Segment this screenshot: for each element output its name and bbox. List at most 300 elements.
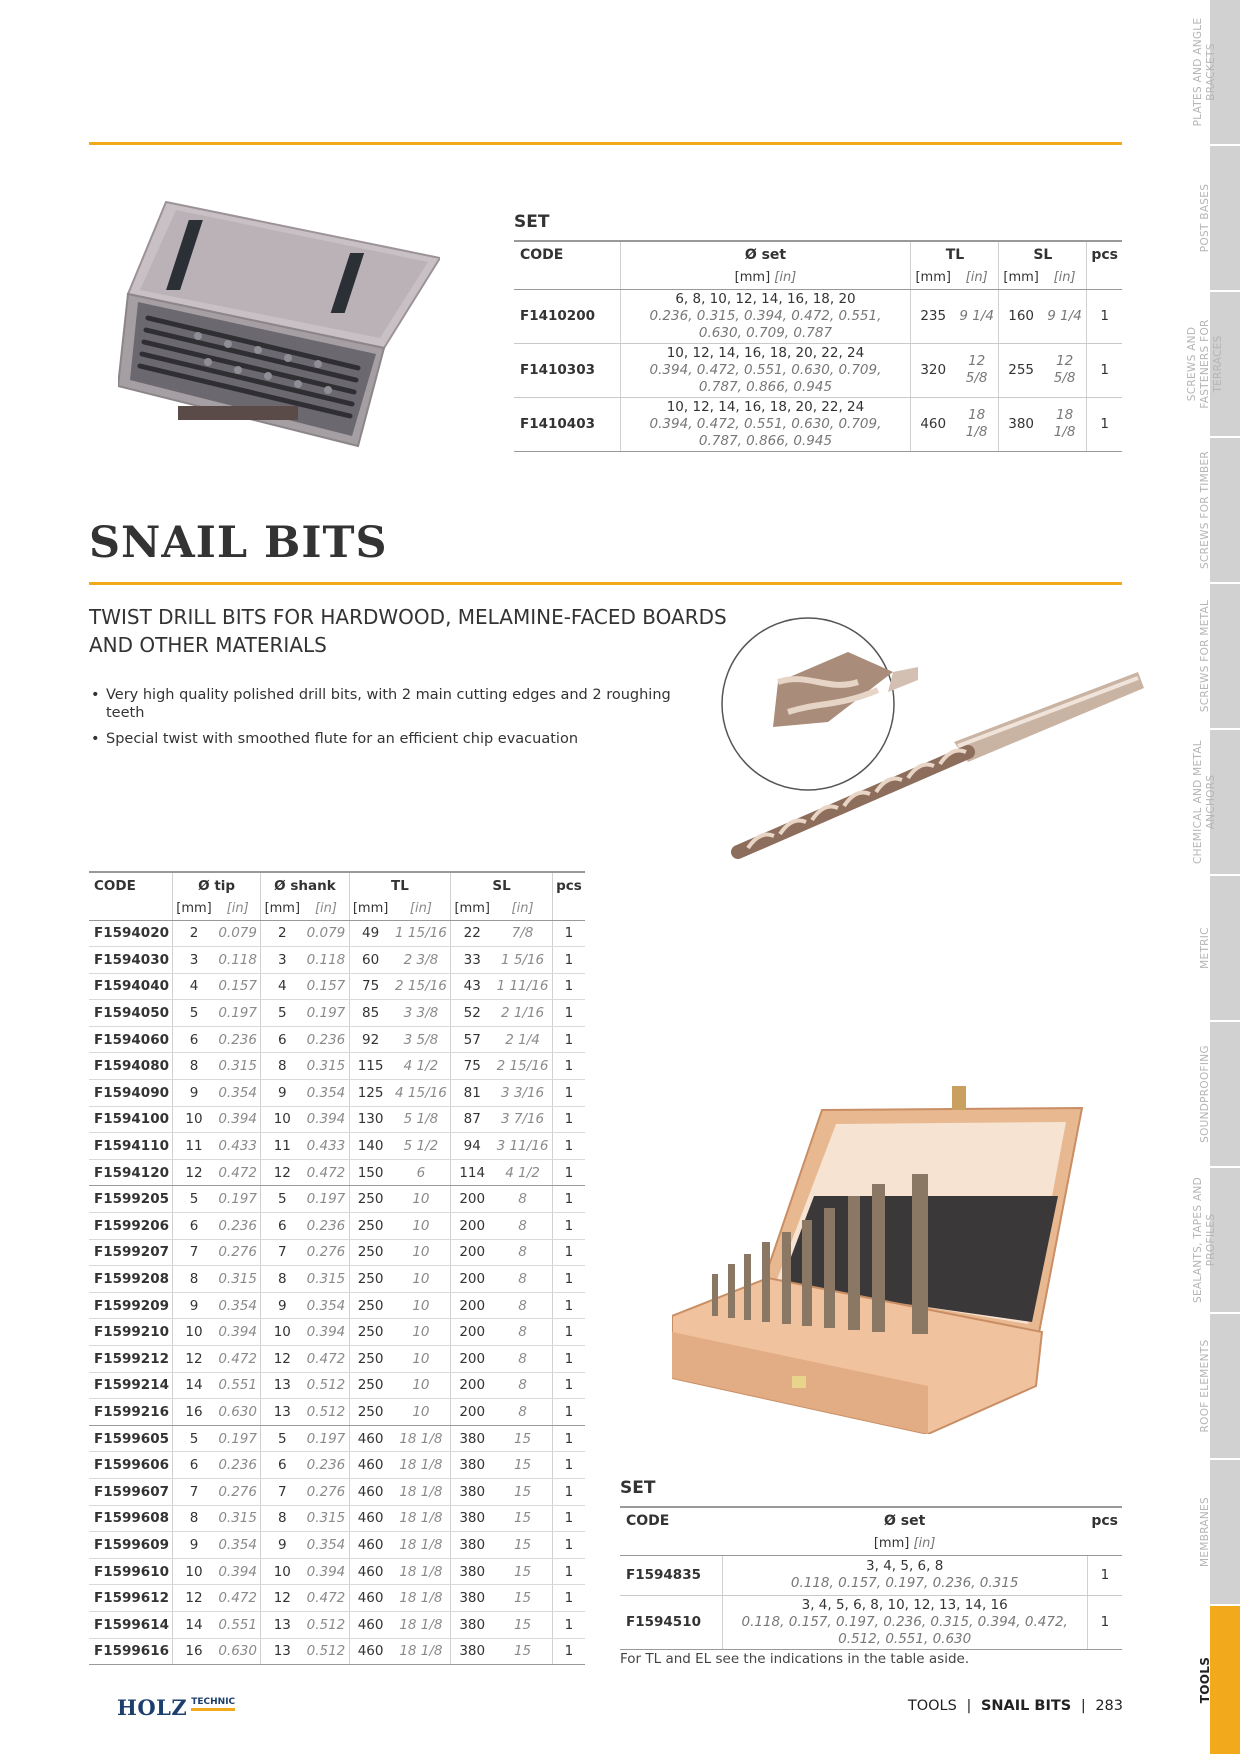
table-cell: 4 1/2 bbox=[392, 1053, 451, 1080]
footer-product: SNAIL BITS bbox=[980, 1698, 1072, 1714]
table-cell: 160 bbox=[999, 289, 1043, 343]
table-cell: 8 bbox=[172, 1266, 215, 1293]
table-cell: 0.276 bbox=[303, 1478, 349, 1505]
table-cell: 0.197 bbox=[303, 1186, 349, 1213]
table-cell: 1 bbox=[552, 1319, 585, 1346]
brand-logo bbox=[117, 1695, 235, 1720]
col-code: CODE bbox=[514, 241, 620, 267]
table-cell: 1 bbox=[552, 1266, 585, 1293]
table-row bbox=[620, 1595, 1122, 1649]
table-cell: 0.315 bbox=[303, 1505, 349, 1532]
table-cell: 8 bbox=[493, 1372, 552, 1399]
table-cell: 14 bbox=[172, 1611, 215, 1638]
table-cell: 4 1/2 bbox=[493, 1159, 552, 1186]
table-cell: 18 1/8 bbox=[955, 397, 999, 451]
footer-separator: | bbox=[1080, 1698, 1086, 1714]
table-cell: 0.157 bbox=[303, 973, 349, 1000]
set-sizes-in: 0.394, 0.472, 0.551, 0.630, 0.709, 0.787, 0.866, 0.945 bbox=[649, 415, 882, 449]
footer-section: TOOLS bbox=[907, 1698, 957, 1714]
side-label-metric: METRIC bbox=[1198, 927, 1211, 969]
table-cell: 7/8 bbox=[493, 920, 552, 947]
unit-set: [mm] [in] bbox=[722, 1533, 1087, 1555]
table-cell: 7 bbox=[172, 1478, 215, 1505]
table-cell: 52 bbox=[451, 1000, 494, 1027]
table-cell: 1 bbox=[552, 1000, 585, 1027]
side-label-tools: TOOLS bbox=[1197, 1656, 1212, 1704]
col-tip: Ø tip bbox=[172, 872, 260, 898]
table-cell: 92 bbox=[349, 1026, 392, 1053]
table-cell: 0.079 bbox=[303, 920, 349, 947]
table-cell: 1 bbox=[552, 1425, 585, 1452]
table-cell: 0.236 bbox=[303, 1452, 349, 1479]
table-cell: 1 11/16 bbox=[493, 973, 552, 1000]
table-cell: 94 bbox=[451, 1133, 494, 1160]
table-cell: 8 bbox=[261, 1053, 304, 1080]
table-cell: 460 bbox=[349, 1585, 392, 1612]
table-cell: 1 bbox=[552, 1346, 585, 1373]
table-cell: 250 bbox=[349, 1399, 392, 1426]
product-code: F1594060 bbox=[89, 1026, 172, 1053]
set-sizes-mm: 6, 8, 10, 12, 14, 16, 18, 20 bbox=[675, 290, 856, 307]
set-sizes-in: 0.236, 0.315, 0.394, 0.472, 0.551, 0.630, 0.709, 0.787 bbox=[649, 307, 882, 341]
table-cell: 0.236 bbox=[303, 1213, 349, 1240]
logo-text: HOLZ bbox=[117, 1695, 188, 1720]
table-cell: 200 bbox=[451, 1399, 494, 1426]
table-cell: 4 bbox=[172, 973, 215, 1000]
table-cell: 380 bbox=[451, 1611, 494, 1638]
table-cell: 5 bbox=[261, 1186, 304, 1213]
table-cell: 0.472 bbox=[215, 1585, 261, 1612]
table-cell: 255 bbox=[999, 343, 1043, 397]
table-cell: 380 bbox=[451, 1452, 494, 1479]
set-sizes-mm: 10, 12, 14, 16, 18, 20, 22, 24 bbox=[666, 398, 865, 415]
table-cell: 18 1/8 bbox=[392, 1638, 451, 1665]
side-label-metal-screws: SCREWS FOR METAL bbox=[1198, 599, 1211, 713]
table-cell: 1 bbox=[1087, 289, 1122, 343]
table-cell: 12 bbox=[172, 1346, 215, 1373]
product-code: F1410200 bbox=[514, 289, 620, 343]
table-cell: 0.315 bbox=[215, 1266, 261, 1293]
set-sizes-in: 0.394, 0.472, 0.551, 0.630, 0.709, 0.787, 0.866, 0.945 bbox=[649, 361, 882, 395]
table-cell: 1 5/16 bbox=[493, 947, 552, 974]
set-sizes bbox=[620, 397, 911, 451]
product-code: F1594120 bbox=[89, 1159, 172, 1186]
page-footer bbox=[908, 1698, 1123, 1714]
table-cell: 0.315 bbox=[215, 1053, 261, 1080]
table-cell: 0.472 bbox=[215, 1346, 261, 1373]
col-code: CODE bbox=[89, 872, 172, 898]
product-code: F1594050 bbox=[89, 1000, 172, 1027]
table-cell: 13 bbox=[261, 1638, 304, 1665]
table-cell: 13 bbox=[261, 1372, 304, 1399]
table-cell: 15 bbox=[493, 1478, 552, 1505]
table-cell: 8 bbox=[493, 1319, 552, 1346]
table-row bbox=[514, 397, 1122, 451]
table-cell: 12 bbox=[172, 1585, 215, 1612]
table-cell: 0.276 bbox=[303, 1239, 349, 1266]
set-sizes bbox=[722, 1595, 1087, 1649]
table-cell: 1 bbox=[552, 1106, 585, 1133]
table-cell: 9 bbox=[261, 1532, 304, 1559]
table-row bbox=[89, 1106, 585, 1133]
product-code: F1599208 bbox=[89, 1266, 172, 1293]
unit-mm: [mm] bbox=[349, 898, 392, 920]
product-code: F1599609 bbox=[89, 1532, 172, 1559]
table-cell: 0.354 bbox=[215, 1532, 261, 1559]
set-sizes-in: 0.118, 0.157, 0.197, 0.236, 0.315 bbox=[790, 1575, 1019, 1591]
table-cell: 0.236 bbox=[303, 1026, 349, 1053]
table-cell: 1 bbox=[552, 1611, 585, 1638]
table-cell: 1 bbox=[552, 1292, 585, 1319]
table-cell: 250 bbox=[349, 1186, 392, 1213]
table-row bbox=[89, 1425, 585, 1452]
table-cell: 3 bbox=[172, 947, 215, 974]
table-cell: 0.472 bbox=[303, 1585, 349, 1612]
table-cell: 320 bbox=[911, 343, 955, 397]
table-row bbox=[89, 1399, 585, 1426]
col-code: CODE bbox=[620, 1507, 722, 1533]
product-code: F1410403 bbox=[514, 397, 620, 451]
set-sizes bbox=[620, 289, 911, 343]
table-row bbox=[89, 1558, 585, 1585]
table-cell: 6 bbox=[261, 1213, 304, 1240]
table-cell: 0.079 bbox=[215, 920, 261, 947]
table-row bbox=[514, 343, 1122, 397]
table-row bbox=[89, 947, 585, 974]
unit-in: [in] bbox=[392, 898, 451, 920]
col-tl: TL bbox=[349, 872, 451, 898]
table-cell: 1 bbox=[552, 1186, 585, 1213]
logo-subtext: TECHNIC bbox=[191, 1697, 235, 1711]
side-label-post-bases: POST BASES bbox=[1198, 183, 1211, 253]
table-cell: 250 bbox=[349, 1372, 392, 1399]
side-label-timber-screws: SCREWS FOR TIMBER bbox=[1198, 450, 1211, 570]
table-row bbox=[89, 1053, 585, 1080]
table-cell: 15 bbox=[493, 1638, 552, 1665]
table-row bbox=[89, 1080, 585, 1107]
table-cell: 0.630 bbox=[215, 1399, 261, 1426]
product-code: F1599214 bbox=[89, 1372, 172, 1399]
table-row bbox=[89, 1505, 585, 1532]
table-cell: 4 bbox=[261, 973, 304, 1000]
table-cell: 15 bbox=[493, 1452, 552, 1479]
table-row bbox=[89, 1532, 585, 1559]
product-code: F1599216 bbox=[89, 1399, 172, 1426]
table-cell: 1 bbox=[552, 947, 585, 974]
table-cell: 8 bbox=[493, 1346, 552, 1373]
table-cell: 13 bbox=[261, 1611, 304, 1638]
table-cell: 0.197 bbox=[215, 1186, 261, 1213]
table-row bbox=[89, 1346, 585, 1373]
unit-mm: [mm] bbox=[172, 898, 215, 920]
table-cell: 140 bbox=[349, 1133, 392, 1160]
table-cell: 1 bbox=[552, 1026, 585, 1053]
table-cell: 1 bbox=[552, 1558, 585, 1585]
table-cell: 49 bbox=[349, 920, 392, 947]
table-cell: 8 bbox=[261, 1505, 304, 1532]
table-cell: 8 bbox=[493, 1239, 552, 1266]
table-cell: 10 bbox=[172, 1106, 215, 1133]
table-cell: 18 1/8 bbox=[392, 1452, 451, 1479]
table-cell: 0.236 bbox=[215, 1452, 261, 1479]
table-cell: 3 bbox=[261, 947, 304, 974]
table-cell: 250 bbox=[349, 1292, 392, 1319]
table-cell: 18 1/8 bbox=[392, 1585, 451, 1612]
table-row bbox=[89, 1638, 585, 1665]
table-cell: 150 bbox=[349, 1159, 392, 1186]
table-cell: 1 bbox=[1087, 343, 1122, 397]
page-number: 283 bbox=[1095, 1698, 1123, 1714]
table-cell: 200 bbox=[451, 1266, 494, 1293]
table-cell: 15 bbox=[493, 1558, 552, 1585]
unit-mm: [mm] bbox=[261, 898, 304, 920]
feature-item: • Very high quality polished drill bits, with 2 main cutting edges and 2 roughing teeth bbox=[89, 686, 699, 722]
table-cell: 16 bbox=[172, 1399, 215, 1426]
table-cell: 1 bbox=[552, 1372, 585, 1399]
product-code: F1594020 bbox=[89, 920, 172, 947]
table-cell: 12 bbox=[261, 1159, 304, 1186]
table-cell: 12 bbox=[172, 1159, 215, 1186]
col-sl: SL bbox=[999, 241, 1087, 267]
product-code: F1594030 bbox=[89, 947, 172, 974]
table-cell: 5 1/2 bbox=[392, 1133, 451, 1160]
table-cell: 200 bbox=[451, 1319, 494, 1346]
product-code: F1594510 bbox=[620, 1595, 722, 1649]
table-cell: 5 1/8 bbox=[392, 1106, 451, 1133]
table-cell: 130 bbox=[349, 1106, 392, 1133]
table-cell: 8 bbox=[172, 1505, 215, 1532]
product-code: F1599606 bbox=[89, 1452, 172, 1479]
table-cell: 10 bbox=[172, 1319, 215, 1346]
table-row bbox=[89, 1319, 585, 1346]
col-pcs: pcs bbox=[1087, 1507, 1122, 1533]
table-cell: 380 bbox=[451, 1505, 494, 1532]
product-code: F1599209 bbox=[89, 1292, 172, 1319]
table-cell: 7 bbox=[261, 1239, 304, 1266]
set-top-heading: SET bbox=[514, 212, 550, 232]
table-cell: 0.354 bbox=[215, 1080, 261, 1107]
table-cell: 0.472 bbox=[303, 1159, 349, 1186]
table-cell: 380 bbox=[451, 1638, 494, 1665]
product-code: F1599610 bbox=[89, 1558, 172, 1585]
table-cell: 1 bbox=[552, 1213, 585, 1240]
col-pcs: pcs bbox=[1087, 241, 1122, 267]
table-cell: 10 bbox=[261, 1558, 304, 1585]
set-bottom-table bbox=[620, 1506, 1122, 1650]
table-cell: 33 bbox=[451, 947, 494, 974]
table-row bbox=[89, 920, 585, 947]
top-divider bbox=[89, 142, 1122, 145]
col-sl: SL bbox=[451, 872, 553, 898]
table-cell: 0.118 bbox=[303, 947, 349, 974]
product-code: F1599207 bbox=[89, 1239, 172, 1266]
set-sizes-mm: 3, 4, 5, 6, 8 bbox=[866, 1558, 944, 1574]
table-cell: 0.394 bbox=[303, 1558, 349, 1585]
table-cell: 7 bbox=[172, 1239, 215, 1266]
table-cell: 5 bbox=[172, 1186, 215, 1213]
table-cell: 250 bbox=[349, 1239, 392, 1266]
table-cell: 9 1/4 bbox=[1043, 289, 1087, 343]
table-cell: 1 bbox=[552, 920, 585, 947]
col-set: Ø set bbox=[722, 1507, 1087, 1533]
table-cell: 2 bbox=[261, 920, 304, 947]
table-cell: 13 bbox=[261, 1399, 304, 1426]
table-cell: 16 bbox=[172, 1638, 215, 1665]
side-label-anchors: CHEMICAL AND METAL ANCHORS bbox=[1192, 740, 1217, 864]
table-cell: 9 bbox=[172, 1292, 215, 1319]
page-subtitle: TWIST DRILL BITS FOR HARDWOOD, MELAMINE-FACED BOARDS AND OTHER MATERIALS bbox=[89, 605, 727, 657]
table-cell: 10 bbox=[392, 1239, 451, 1266]
table-cell: 0.394 bbox=[303, 1106, 349, 1133]
set-sizes-in: 0.118, 0.157, 0.197, 0.236, 0.315, 0.394, 0.472, 0.512, 0.551, 0.630 bbox=[741, 1613, 1068, 1647]
table-cell: 3 3/8 bbox=[392, 1000, 451, 1027]
table-cell: 380 bbox=[451, 1532, 494, 1559]
table-cell: 0.551 bbox=[215, 1611, 261, 1638]
table-cell: 15 bbox=[493, 1505, 552, 1532]
table-row bbox=[89, 973, 585, 1000]
table-cell: 1 bbox=[552, 1452, 585, 1479]
table-row bbox=[89, 1186, 585, 1213]
table-cell: 8 bbox=[493, 1292, 552, 1319]
table-cell: 18 1/8 bbox=[1043, 397, 1087, 451]
table-cell: 0.118 bbox=[215, 947, 261, 974]
product-code: F1594100 bbox=[89, 1106, 172, 1133]
col-set: Ø set bbox=[620, 241, 911, 267]
table-cell: 1 bbox=[552, 973, 585, 1000]
product-code: F1594835 bbox=[620, 1555, 722, 1595]
table-cell: 200 bbox=[451, 1213, 494, 1240]
table-cell: 85 bbox=[349, 1000, 392, 1027]
table-cell: 75 bbox=[349, 973, 392, 1000]
table-cell: 200 bbox=[451, 1239, 494, 1266]
table-cell: 3 3/16 bbox=[493, 1080, 552, 1107]
table-cell: 2 3/8 bbox=[392, 947, 451, 974]
table-cell: 11 bbox=[172, 1133, 215, 1160]
table-cell: 1 bbox=[552, 1133, 585, 1160]
table-cell: 12 bbox=[261, 1346, 304, 1373]
table-cell: 0.394 bbox=[303, 1319, 349, 1346]
product-code: F1594080 bbox=[89, 1053, 172, 1080]
table-cell: 10 bbox=[392, 1399, 451, 1426]
set-top-table bbox=[514, 240, 1122, 452]
table-cell: 200 bbox=[451, 1372, 494, 1399]
unit-sl-mm: [mm] bbox=[999, 267, 1043, 289]
table-cell: 1 bbox=[552, 1080, 585, 1107]
unit-mm: [mm] bbox=[451, 898, 494, 920]
table-cell: 0.433 bbox=[215, 1133, 261, 1160]
table-cell: 9 bbox=[261, 1292, 304, 1319]
feature-list bbox=[89, 686, 699, 756]
table-cell: 1 bbox=[552, 1159, 585, 1186]
table-row bbox=[89, 1292, 585, 1319]
table-cell: 81 bbox=[451, 1080, 494, 1107]
table-cell: 0.512 bbox=[303, 1611, 349, 1638]
table-cell: 1 bbox=[552, 1478, 585, 1505]
product-code: F1594040 bbox=[89, 973, 172, 1000]
table-cell: 0.197 bbox=[215, 1000, 261, 1027]
table-cell: 6 bbox=[172, 1452, 215, 1479]
table-cell: 380 bbox=[999, 397, 1043, 451]
table-cell: 0.630 bbox=[215, 1638, 261, 1665]
table-cell: 250 bbox=[349, 1266, 392, 1293]
table-row bbox=[89, 1452, 585, 1479]
col-shank: Ø shank bbox=[261, 872, 349, 898]
table-cell: 0.472 bbox=[303, 1346, 349, 1373]
table-cell: 9 1/4 bbox=[955, 289, 999, 343]
table-cell: 460 bbox=[349, 1425, 392, 1452]
table-cell: 0.512 bbox=[303, 1399, 349, 1426]
table-cell: 235 bbox=[911, 289, 955, 343]
table-cell: 3 5/8 bbox=[392, 1026, 451, 1053]
table-cell: 380 bbox=[451, 1558, 494, 1585]
table-cell: 22 bbox=[451, 920, 494, 947]
product-code: F1599614 bbox=[89, 1611, 172, 1638]
table-cell: 8 bbox=[493, 1399, 552, 1426]
table-cell: 200 bbox=[451, 1346, 494, 1373]
table-cell: 4 15/16 bbox=[392, 1080, 451, 1107]
page-title: SNAIL BITS bbox=[89, 518, 388, 568]
table-cell: 10 bbox=[261, 1319, 304, 1346]
table-cell: 114 bbox=[451, 1159, 494, 1186]
product-code: F1599607 bbox=[89, 1478, 172, 1505]
table-row bbox=[514, 289, 1122, 343]
table-row bbox=[89, 1239, 585, 1266]
table-cell: 2 1/4 bbox=[493, 1026, 552, 1053]
table-cell: 87 bbox=[451, 1106, 494, 1133]
table-cell: 2 15/16 bbox=[493, 1053, 552, 1080]
table-cell: 460 bbox=[349, 1611, 392, 1638]
table-cell: 12 5/8 bbox=[1043, 343, 1087, 397]
table-cell: 10 bbox=[392, 1292, 451, 1319]
product-code: F1599616 bbox=[89, 1638, 172, 1665]
table-cell: 0.512 bbox=[303, 1638, 349, 1665]
table-cell: 9 bbox=[261, 1080, 304, 1107]
table-row bbox=[89, 1611, 585, 1638]
snail-bits-table bbox=[89, 871, 585, 1665]
table-cell: 9 bbox=[172, 1532, 215, 1559]
table-cell: 1 bbox=[552, 1585, 585, 1612]
table-cell: 15 bbox=[493, 1611, 552, 1638]
table-cell: 6 bbox=[392, 1159, 451, 1186]
table-cell: 6 bbox=[261, 1452, 304, 1479]
table-cell: 250 bbox=[349, 1213, 392, 1240]
table-row bbox=[89, 1133, 585, 1160]
table-cell: 75 bbox=[451, 1053, 494, 1080]
table-cell: 1 15/16 bbox=[392, 920, 451, 947]
table-cell: 0.354 bbox=[303, 1532, 349, 1559]
table-cell: 1 bbox=[1087, 1595, 1122, 1649]
table-cell: 6 bbox=[172, 1213, 215, 1240]
table-cell: 8 bbox=[172, 1053, 215, 1080]
table-cell: 0.276 bbox=[215, 1478, 261, 1505]
product-code: F1599206 bbox=[89, 1213, 172, 1240]
table-cell: 7 bbox=[261, 1478, 304, 1505]
set-note: For TL and EL see the indications in the table aside. bbox=[620, 1651, 970, 1667]
set-sizes bbox=[722, 1555, 1087, 1595]
table-row bbox=[620, 1555, 1122, 1595]
title-divider bbox=[89, 582, 1122, 585]
table-cell: 2 15/16 bbox=[392, 973, 451, 1000]
table-cell: 14 bbox=[172, 1372, 215, 1399]
table-cell: 6 bbox=[172, 1026, 215, 1053]
table-cell: 0.472 bbox=[215, 1159, 261, 1186]
table-cell: 18 1/8 bbox=[392, 1611, 451, 1638]
product-code: F1599210 bbox=[89, 1319, 172, 1346]
set-sizes-mm: 10, 12, 14, 16, 18, 20, 22, 24 bbox=[666, 344, 865, 361]
side-label-sealants: SEALANTS, TAPES AND PROFILES bbox=[1192, 1177, 1217, 1303]
product-code: F1594110 bbox=[89, 1133, 172, 1160]
product-code: F1410303 bbox=[514, 343, 620, 397]
